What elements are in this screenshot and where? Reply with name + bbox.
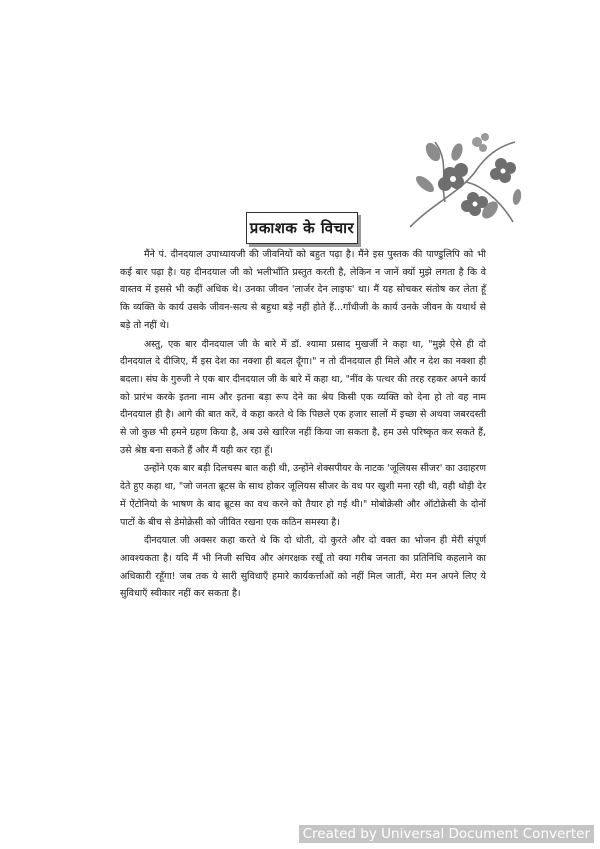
paragraph-3: उन्होंने एक बार बड़ी दिलचस्प बात कही थी, उन्होंने शेक्सपीयर के नाटक 'जूलियस सीजर' का उदाहरण देते हुए कहा था, "जो जनता ब्रूटस के साथ होकर जूलियस सीजर के वध पर खुशी मना रही थी, वही थोड़ी देर में ऐंटोनियो के भाषण के बाद ब्रूटस का वध करने को तैयार हो गई थी।" मोबोक्रेसी और ऑटोक्रेसी के दोनों पाटों के बीच से डेमोक्रेसी को जीवित रखना एक कठिन समस्या है। (120, 463, 486, 528)
floral-ornament-icon (405, 122, 530, 240)
paragraph-2: अस्तु, एक बार दीनदयाल जी के बारे में डॉ. श्यामा प्रसाद मुखर्जी ने कहा था, "मुझे ऐसे ही दो दीनदयाल दे दीजिए, मैं इस देश का नक्शा ही बदल दूँगा।" न तो दीनदयाल ही मिले और न देश का नक्शा ही बदला। संघ के गुरुजी ने एक बार दीनदयाल जी के बारे में कहा था, "नींव के पत्थर की तरह रहकर अपने कार्य को प्रारंभ करके इतना नाम और इतना बड़ा रूप देने का श्रेय किसी एक व्यक्ति को देना हो तो वह नाम दीनदयाल ही है। आगे की बात करें, वे कहा करते थे कि पिछले एक हजार सालों में इच्छा से अथवा जबरदस्ती से जो कुछ भी हमने ग्रहण किया है, अब उसे खारिज नहीं किया जा सकता है, हम उसे परिष्कृत कर सकते हैं, उसे श्रेष्ठ बना सकते हैं और मैं यही कर रहा हूँ। (120, 338, 486, 456)
paragraph-4: दीनदयाल जी अक्सर कहा करते थे कि दो धोती, दो कुरते और दो वक्त का भोजन ही मेरी संपूर्ण आवश्यकता है। यदि मैं भी निजी सचिव और अंगरक्षक रखूँ तो क्या गरीब जनता का प्रतिनिधि कहलाने का अधिकारी रहूँगा! जब तक ये सारी सुविधाएँ हमारे कार्यकर्त्ताओं को नहीं मिल जातीं, मेरा मन अपने लिए ये सुविधाएँ स्वीकार नहीं कर सकता है। (120, 535, 486, 600)
paragraph-1: मैंने पं. दीनदयाल उपाध्यायजी की जीवनियों को बहुत पढ़ा है। मैंने इस पुस्तक की पाण्डुलिपि को भी कई बार पढ़ा है। यह दीनदयाल जी को भलीभाँति प्रस्तुत करती है, लेकिन न जानें क्यों मुझे लगता है कि वे वास्तव में इससे भी कहीं अधिक थे। उनका जीवन 'लार्जर देन लाइफ' था। मैं यह सोचकर संतोष कर लेता हूँ कि व्यक्ति के कार्य उसके जीवन-सत्य से बहुधा बड़े नहीं होते हैं...गाँधीजी के कार्य उनके जीवन के यथार्थ से बड़े तो नहीं थे। (120, 249, 486, 331)
watermark: Created by Universal Document Converter (299, 825, 594, 843)
page-title-text: प्रकाशक के विचार (249, 219, 355, 237)
body-text (120, 246, 486, 603)
page-title (246, 212, 358, 244)
